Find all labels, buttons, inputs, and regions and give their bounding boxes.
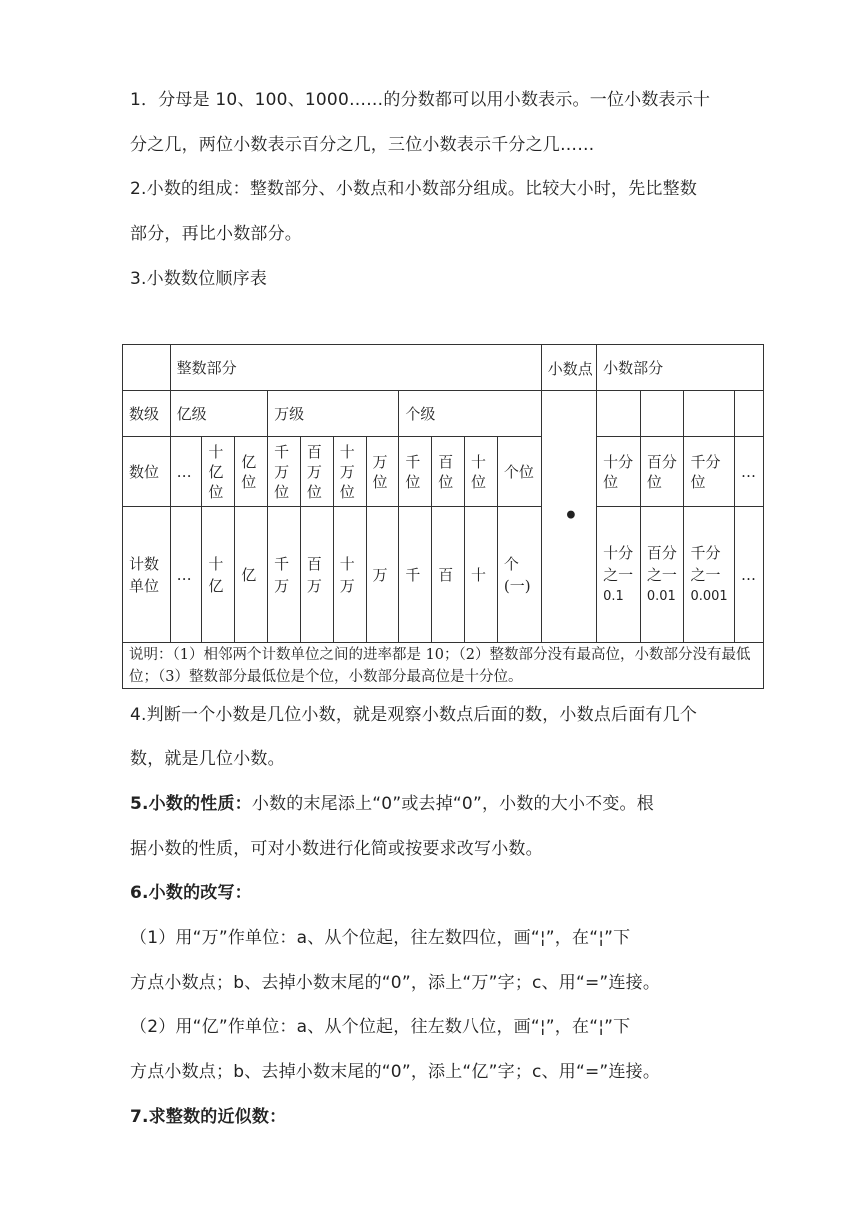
row-label-place: 数位 <box>123 437 171 507</box>
grade-yi: 亿级 <box>170 391 268 437</box>
dec-unit-value: 0.01 <box>646 588 676 604</box>
p3: 3.小数数位顺序表 <box>130 269 268 289</box>
decimal-point-cell: • <box>541 391 596 643</box>
p6-1b: 方点小数点；b、去掉小数末尾的“0”，添上“万”字；c、用“=”连接。 <box>130 973 661 993</box>
p2b: 部分，再比小数部分。 <box>130 224 302 244</box>
p4a: 4.判断一个小数是几位小数，就是观察小数点后面的数，小数点后面有几个 <box>130 705 698 725</box>
dec-place-cell: 千分位 <box>684 437 735 507</box>
grade-ge: 个级 <box>399 391 541 437</box>
unit-cell: 万 <box>366 507 399 643</box>
unit-cell: 千 <box>399 507 432 643</box>
place-cell: 十万位 <box>333 437 366 507</box>
dec-place-cell: … <box>734 437 763 507</box>
unit-cell: 个(一) <box>497 507 541 643</box>
grade-dec-3 <box>684 391 735 437</box>
dec-unit-label: 十分之一 <box>603 543 634 584</box>
dec-unit-cell <box>640 507 684 643</box>
row-label-grade: 数级 <box>123 391 171 437</box>
p6: 6.小数的改写： <box>130 883 252 903</box>
integer-part-header: 整数部分 <box>170 345 541 391</box>
dec-unit-cell <box>684 507 735 643</box>
decimal-part-header: 小数部分 <box>597 345 764 391</box>
place-cell: 百万位 <box>300 437 333 507</box>
place-cell: 十位 <box>465 437 498 507</box>
place-cell: 千位 <box>399 437 432 507</box>
place-cell: 千万位 <box>268 437 301 507</box>
p5-heading: 5.小数的性质： <box>130 794 252 814</box>
grade-wan: 万级 <box>268 391 399 437</box>
unit-cell: 百 <box>432 507 465 643</box>
unit-cell: 十亿 <box>202 507 235 643</box>
place-cell: 个位 <box>497 437 541 507</box>
p6-2a: （2）用“亿”作单位：a、从个位起，往左数八位，画“¦”，在“¦”下 <box>130 1017 631 1037</box>
dec-unit-value: 0.001 <box>690 588 728 604</box>
grade-dec-4 <box>734 391 763 437</box>
unit-cell: 百万 <box>300 507 333 643</box>
table-note: 说明：（1）相邻两个计数单位之间的进率都是 10；（2）整数部分没有最高位，小数部分没有最低位；（3）整数部分最低位是个位，小数部分最高位是十分位。 <box>123 643 764 689</box>
unit-cell: 十万 <box>333 507 366 643</box>
p1a: 1．分母是 10、100、1000……的分数都可以用小数表示。一位小数表示十 <box>130 90 711 110</box>
p5-text: 小数的末尾添上“0”或去掉“0”，小数的大小不变。根 <box>251 794 654 814</box>
p5a <box>130 792 740 816</box>
p2a: 2.小数的组成：整数部分、小数点和小数部分组成。比较大小时，先比整数 <box>130 179 698 199</box>
decimal-point-header: 小数点 <box>541 345 596 391</box>
dec-place-cell: 十分位 <box>597 437 641 507</box>
place-cell: 万位 <box>366 437 399 507</box>
p5b: 据小数的性质，可对小数进行化简或按要求改写小数。 <box>130 839 543 859</box>
row-label-unit: 计数单位 <box>123 507 171 643</box>
grade-dec-2 <box>640 391 684 437</box>
unit-cell: 千万 <box>268 507 301 643</box>
dec-place-cell: 百分位 <box>640 437 684 507</box>
dec-unit-value: 0.1 <box>603 588 624 604</box>
place-cell: … <box>170 437 202 507</box>
p6-2b: 方点小数点；b、去掉小数末尾的“0”，添上“亿”字；c、用“=”连接。 <box>130 1062 661 1082</box>
table-corner <box>123 345 171 391</box>
unit-cell: … <box>170 507 202 643</box>
dec-unit-cell: … <box>734 507 763 643</box>
dec-unit-label: 千分之一 <box>690 543 721 584</box>
grade-dec-1 <box>597 391 641 437</box>
p1b: 分之几，两位小数表示百分之几，三位小数表示千分之几…… <box>130 135 595 155</box>
dec-unit-cell <box>597 507 641 643</box>
unit-cell: 亿 <box>235 507 268 643</box>
p4b: 数，就是几位小数。 <box>130 749 285 769</box>
p7: 7.求整数的近似数： <box>130 1107 287 1127</box>
place-value-table <box>122 344 764 689</box>
unit-cell: 十 <box>465 507 498 643</box>
place-cell: 百位 <box>432 437 465 507</box>
dec-unit-label: 百分之一 <box>646 543 677 584</box>
p6-1a: （1）用“万”作单位：a、从个位起，往左数四位，画“¦”，在“¦”下 <box>130 928 631 948</box>
place-cell: 亿位 <box>235 437 268 507</box>
place-cell: 十亿位 <box>202 437 235 507</box>
